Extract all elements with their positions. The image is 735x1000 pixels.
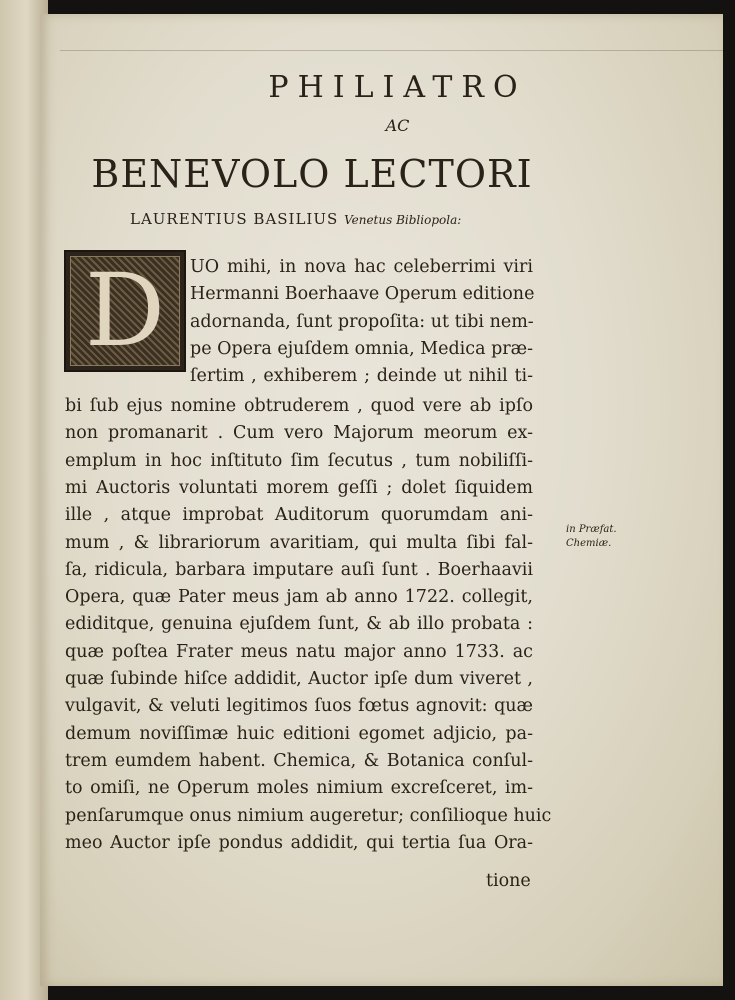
text-line: bi ſub ejus nomine obtruderem , quod vere ab ipſo [65, 396, 533, 416]
text-line: trem eumdem habent. Chemica, & Botanica conſul- [65, 750, 533, 771]
text-line: quæ ſubinde hiſce addidit, Auctor ipſe dum viveret , [65, 669, 533, 689]
text-line: meo Auctor ipſe pondus addidit, qui tertia ſua Ora- [65, 832, 533, 853]
catchword: tione [486, 871, 531, 891]
byline-rest: Venetus Bibliopola: [344, 213, 462, 227]
heading-ac: AC [385, 116, 410, 135]
text-line: Hermanni Boerhaave Operum editione [190, 284, 535, 305]
byline-name: LAURENTIUS BASILIUS [130, 210, 339, 228]
margin-note-line: Chemiæ. [566, 538, 612, 549]
text-line: mum , & librariorum avaritiam, qui multa ſibi fal- [65, 532, 533, 553]
text-line: to omiſi, ne Operum moles nimium excreſceret, im- [65, 778, 533, 799]
text-line: Opera, quæ Pater meus jam ab anno 1722. collegit, [65, 587, 533, 608]
text-line: pe Opera ejuſdem omnia, Medica præ- [190, 338, 533, 359]
text-line: adornanda, ſunt propoſita: ut tibi nem- [190, 311, 534, 332]
byline [130, 210, 461, 228]
heading-benevolo-lectori: BENEVOLO LECTORI [91, 152, 533, 196]
text-line: emplum in hoc inſtituto ſim ſecutus , tum nobiliſſi- [65, 450, 533, 471]
margin-note [566, 523, 617, 551]
text-line: demum noviſſimæ huic editioni egomet adjicio, pa- [65, 723, 533, 744]
text-line: vulgavit, & veluti legitimos ſuos fœtus agnovit: quæ [65, 696, 533, 717]
ornamental-drop-cap [64, 250, 186, 372]
margin-note-line: in Præfat. [566, 524, 617, 535]
heading-philiatro: PHILIATRO [268, 70, 527, 105]
text-line: ille , atque improbat Auditorum quorumdam ani- [65, 505, 533, 526]
text-line: non promanarit . Cum vero Majorum meorum ex- [65, 423, 533, 444]
text-line: quæ poſtea Frater meus natu major anno 1733. ac [65, 641, 533, 662]
text-line: UO mihi, in nova hac celeberrimi viri [190, 257, 533, 277]
text-line: ediditque, genuina ejuſdem ſunt, & ab illo probata : [65, 614, 533, 635]
text-line: ſa, ridicula, barbara imputare auſi ſunt . Boerhaavii [65, 559, 533, 580]
page-fold-line [60, 50, 723, 51]
text-line: penſarumque onus nimium augeretur; conſilioque huic [65, 805, 552, 826]
drop-cap-letter: D [84, 252, 166, 369]
text-line: mi Auctoris voluntati morem geſſi ; dolet ſiquidem [65, 477, 533, 498]
text-line: ſertim , exhiberem ; deinde ut nihil ti- [190, 366, 533, 387]
